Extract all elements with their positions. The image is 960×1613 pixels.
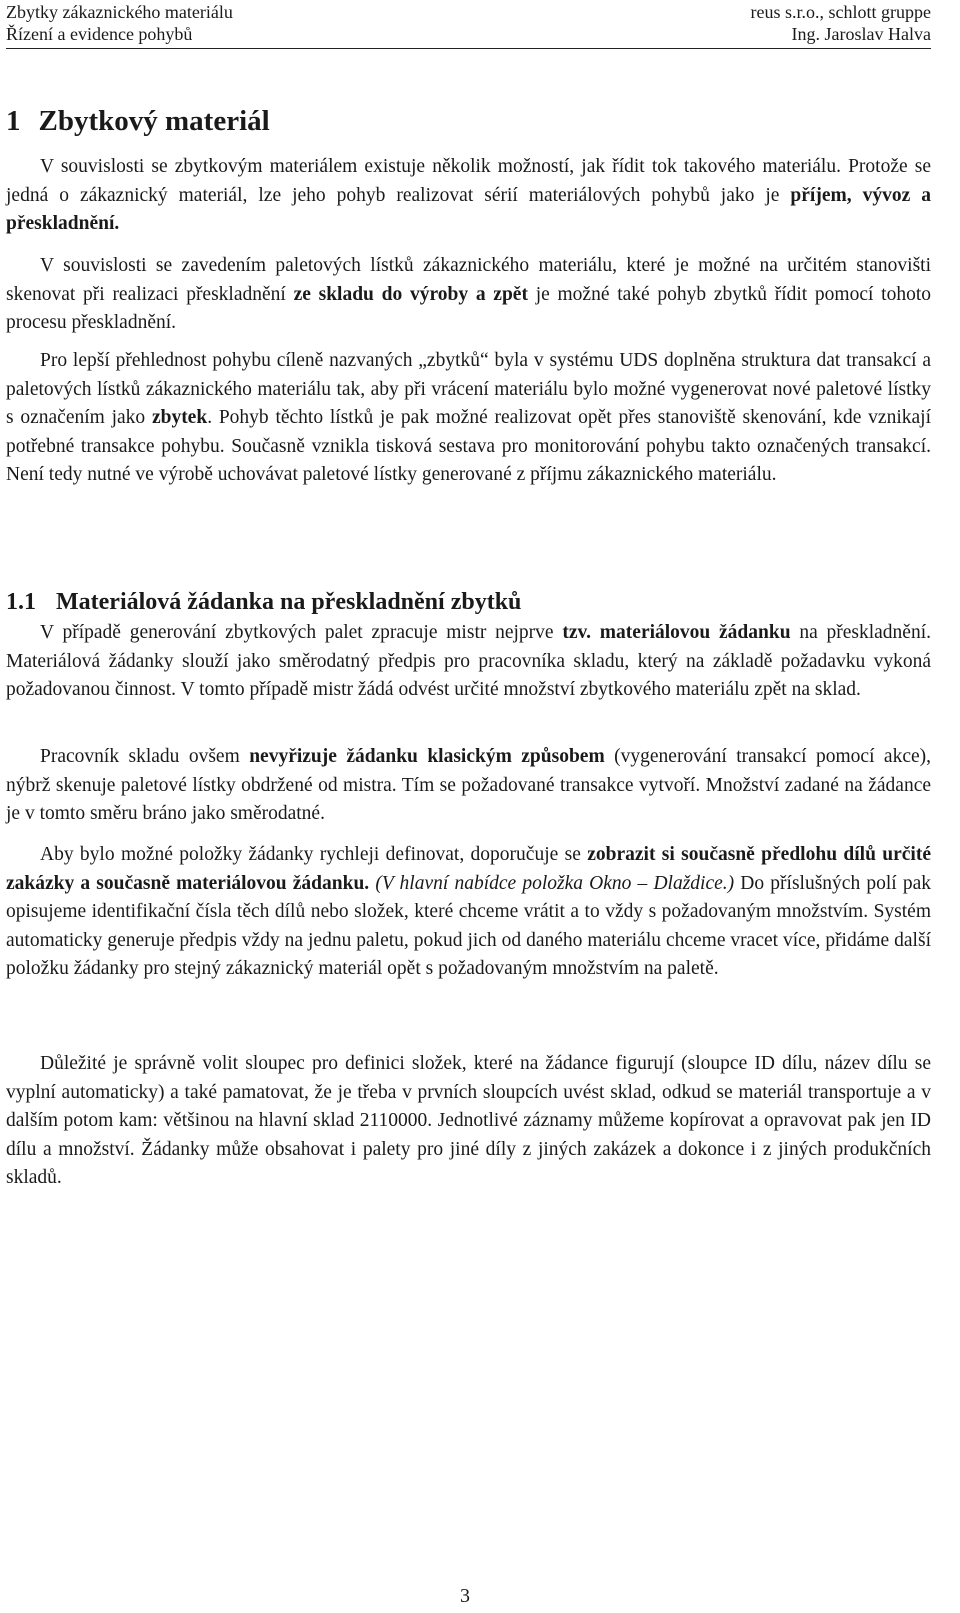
running-header-top [6,2,931,22]
subsection-number: 1.1 [6,589,36,615]
paragraph-3 [6,347,931,490]
paragraph-7 [6,1050,931,1193]
p6-text-a: Aby bylo možné položky žádanky rychleji definovat, doporučuje se [40,844,588,865]
header-company: reus s.r.o., schlott gruppe [750,2,931,22]
page-number: 3 [460,1585,470,1607]
subsection-title: Materiálová žádanka na přeskladnění zbytků [56,589,522,615]
p3-text-c: . Pohyb těchto lístků je pak možné realizovat opět přes stanoviště skenování, kde vznikají potřebné transakce pohybu. Současně vznikla tisková sestava pro monitorování pohybu takto označených transakcí. Není tedy nutné ve výrobě uchovávat paletové lístky generované z příjmu zákaznického materiálu. [6,407,931,485]
paragraph-4 [6,619,931,705]
section-title: Zbytkový materiál [38,105,270,137]
section-number: 1 [6,105,21,137]
p1-text: V souvislosti se zbytkovým materiálem existuje několik možností, jak řídit tok takového materiálu. Protože se jedná o zákaznický materiál, lze jeho pohyb realizovat sérií materiálových pohybů jako je [6,156,931,206]
paragraph-5 [6,743,931,829]
p3-bold: zbytek [151,407,208,428]
p5-text-a: Pracovník skladu ovšem [40,746,250,767]
paragraph-2 [6,252,931,338]
running-header-bottom [6,24,931,44]
header-document-title: Zbytky zákaznického materiálu [6,2,233,22]
p6-italic: (V hlavní nabídce položka Okno – Dlaždice.) [375,872,735,894]
p4-text-c: na přeskladnění. Materiálová žádanky slouží jako směrodatný předpis pro pracovníka skladu, který na základě požadavku vykoná požadovanou činnost. V tomto případě mistr žádá odvést určité množství zbytkového materiálu zpět na sklad. [6,622,932,700]
header-document-subtitle: Řízení a evidence pohybů [6,24,193,44]
paragraph-6 [6,841,931,984]
p5-text-c: (vygenerování transakcí pomocí akce), nýbrž skenuje paletové lístky obdržené od mistra. Tím se požadované transakce vytvoří. Množství zadané na žádance je v tomto směru bráno jako směrodatné. [6,746,932,824]
p3-text-a: Pro lepší přehlednost pohybu cíleně nazvaných „zbytků“ byla v systému UDS doplněna struktura dat transakcí a paletových lístků zákaznického materiálu tak, aby při vrácení materiálu bylo možné vygenerovat nové paletové lístky s označením jako [6,350,931,428]
p6-text-e: Do příslušných polí pak opisujeme identifikační čísla těch dílů nebo složek, které chceme vrátit a to vždy s požadovaným množstvím. Systém automaticky generuje předpis vždy na jednu paletu, pokud jich od daného materiálu chceme vracet více, přidáme další položku žádanky pro stejný zákaznický materiál opět s požadovaným množstvím na paletě. [6,872,931,979]
subsection-heading [6,587,521,617]
p2-text-c: je možné také pohyb zbytků řídit pomocí tohoto procesu přeskladnění. [6,283,931,333]
p1-bold: příjem, vývoz a přeskladnění. [6,184,931,234]
p5-bold: nevyřizuje žádanku klasickým způsobem [249,746,605,767]
p4-text-a: V případě generování zbytkových palet zpracuje mistr nejprve [40,622,563,643]
header-author: Ing. Jaroslav Halva [791,24,931,44]
header-divider [6,48,931,49]
section-heading [6,104,270,138]
p6-bold: zobrazit si současně předlohu dílů určité zakázky a současně materiálovou žádanku. [6,844,931,894]
p2-text-a: V souvislosti se zavedením paletových lístků zákaznického materiálu, které je možné na určitém stanovišti skenovat při realizaci přeskladnění [6,255,931,305]
p4-bold: tzv. materiálovou žádanku [562,622,791,643]
p7-text: Důležité je správně volit sloupec pro definici složek, které na žádance figurují (sloupce ID dílu, název dílu se vyplní automaticky) a také pamatovat, že je třeba v prvních sloupcích uvést sklad, odkud se materiál transportuje a v dalším potom kam: většinou na hlavní sklad 2110000. Jednotlivé záznamy můžeme kopírovat a opravovat pak jen ID dílu a množství. Žádanky může obsahovat i palety pro jiné díly z jiných zakázek a dokonce i z jiných produkčních skladů. [6,1053,931,1188]
paragraph-1 [6,153,931,239]
p2-bold: ze skladu do výroby a zpět [293,283,528,305]
